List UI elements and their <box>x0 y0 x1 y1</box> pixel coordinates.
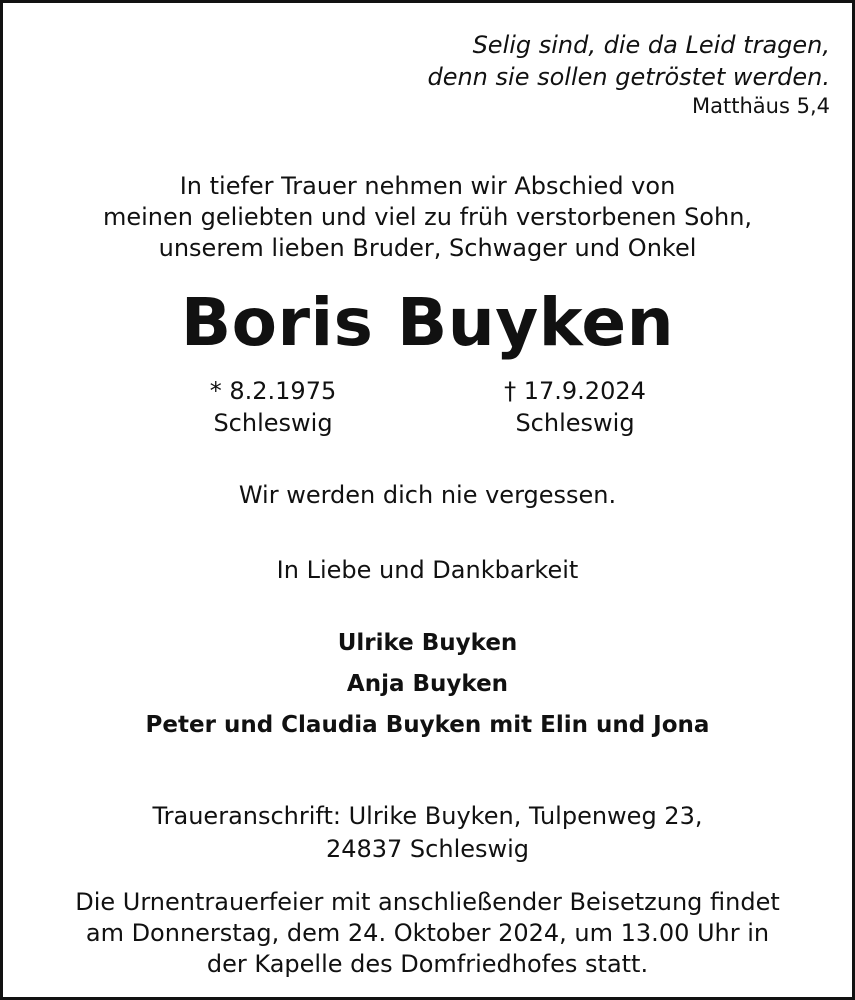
death-place: Schleswig <box>515 409 635 437</box>
mourners-list <box>3 623 852 746</box>
mourner: Ulrike Buyken <box>337 630 518 656</box>
ceremony-info <box>3 887 852 980</box>
quote-line-2: denn sie sollen getröstet werden. <box>427 63 830 91</box>
death-date: † 17.9.2024 <box>504 377 646 405</box>
birth-info <box>143 375 403 439</box>
intro-text <box>3 171 852 264</box>
life-dates <box>3 375 852 445</box>
ceremony-line-1: Die Urnentrauerfeier mit anschließender Beisetzung findet <box>75 888 780 916</box>
intro-line-3: unserem lieben Bruder, Schwager und Onkel <box>158 234 697 262</box>
address-line-2: 24837 Schleswig <box>325 835 530 863</box>
mourner: Anja Buyken <box>346 671 509 697</box>
bible-quote <box>427 29 830 119</box>
death-info <box>445 375 705 439</box>
quote-line-1: Selig sind, die da Leid tragen, <box>472 31 830 59</box>
farewell-line: Wir werden dich nie vergessen. <box>238 481 617 509</box>
intro-line-1: In tiefer Trauer nehmen wir Abschied von <box>179 172 676 200</box>
mourning-address <box>3 800 852 866</box>
ceremony-line-3: der Kapelle des Domfriedhofes statt. <box>206 950 649 978</box>
love-line: In Liebe und Dankbarkeit <box>276 556 579 584</box>
deceased-name: Boris Buyken <box>180 284 675 361</box>
mourner: Peter und Claudia Buyken mit Elin und Jona <box>145 712 710 738</box>
birth-place: Schleswig <box>213 409 333 437</box>
quote-reference: Matthäus 5,4 <box>692 94 830 118</box>
ceremony-line-2: am Donnerstag, dem 24. Oktober 2024, um 13.00 Uhr in <box>85 919 770 947</box>
address-line-1: Traueranschrift: Ulrike Buyken, Tulpenweg 23, <box>152 802 703 830</box>
intro-line-2: meinen geliebten und viel zu früh verstorbenen Sohn, <box>102 203 753 231</box>
birth-date: * 8.2.1975 <box>209 377 337 405</box>
